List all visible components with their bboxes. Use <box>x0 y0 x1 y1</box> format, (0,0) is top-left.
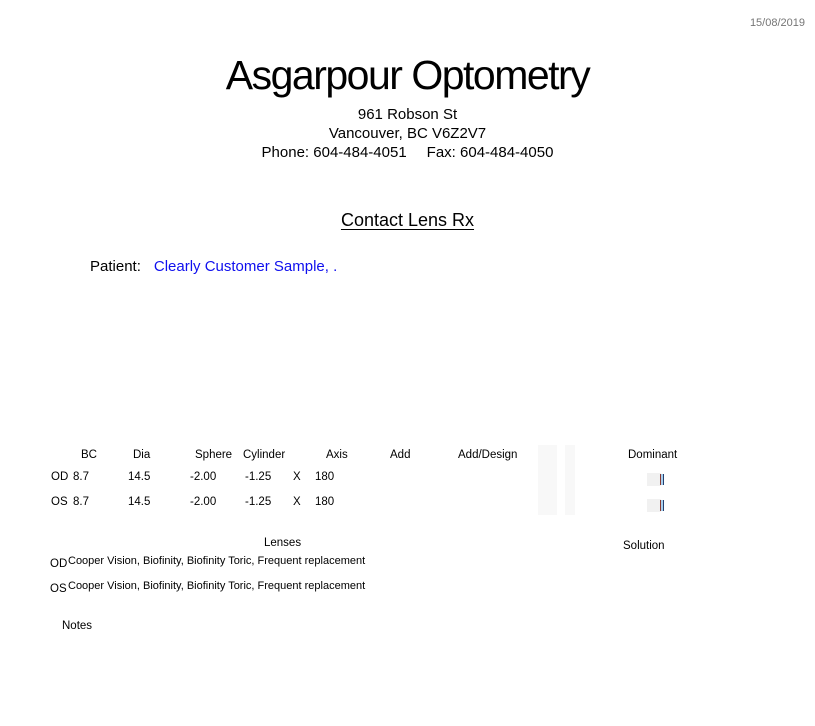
document-title: Contact Lens Rx <box>340 210 475 230</box>
print-date: 15/08/2019 <box>749 17 805 29</box>
clinic-name-title: Asgarpour Optometry <box>225 52 590 98</box>
clinic-fax: Fax: 604-484-4050 <box>426 144 554 161</box>
dominant-checkbox-os[interactable] <box>647 499 661 512</box>
notes-section-title: Notes <box>62 620 93 632</box>
header-cylinder: Cylinder <box>243 449 286 461</box>
header-dominant: Dominant <box>628 449 678 461</box>
cylinder-value: -1.25 <box>245 496 272 508</box>
bc-value: 8.7 <box>73 471 89 483</box>
patient-label: Patient: <box>90 258 141 275</box>
clinic-contact-row <box>0 144 815 161</box>
patient-name-link[interactable]: Clearly Customer Sample, . <box>153 258 338 275</box>
rx-table-row-os <box>0 496 815 510</box>
header-add-design: Add/Design <box>458 449 518 461</box>
dominant-clipped-control-icon <box>660 474 664 485</box>
eye-label: OS <box>51 496 68 508</box>
dominant-clipped-control-icon <box>660 500 664 511</box>
header-sphere: Sphere <box>195 449 233 461</box>
header-dia: Dia <box>133 449 151 461</box>
lens-eye-label-od: OD <box>50 558 68 570</box>
axis-value: 180 <box>315 471 335 483</box>
lens-description-os: Cooper Vision, Biofinity, Biofinity Toric, Frequent replacement <box>68 580 366 592</box>
patient-row <box>90 258 337 275</box>
rx-table-header-row <box>0 449 815 463</box>
cylinder-value: -1.25 <box>245 471 272 483</box>
dia-value: 14.5 <box>128 496 151 508</box>
solution-section-title: Solution <box>623 540 665 552</box>
sphere-value: -2.00 <box>190 496 217 508</box>
axis-x-marker: X <box>293 496 301 508</box>
header-bc: BC <box>81 449 97 461</box>
axis-x-marker: X <box>293 471 301 483</box>
dia-value: 14.5 <box>128 471 151 483</box>
clinic-address-street: 961 Robson St <box>357 106 458 123</box>
rx-table-row-od <box>0 471 815 485</box>
clinic-phone: Phone: 604-484-4051 <box>261 144 407 161</box>
eye-label: OD <box>51 471 69 483</box>
lens-description-od: Cooper Vision, Biofinity, Biofinity Toric, Frequent replacement <box>68 555 366 567</box>
header-axis: Axis <box>326 449 348 461</box>
bc-value: 8.7 <box>73 496 89 508</box>
sphere-value: -2.00 <box>190 471 217 483</box>
lenses-section-title: Lenses <box>264 537 302 549</box>
header-add: Add <box>390 449 411 461</box>
lens-eye-label-os: OS <box>50 583 67 595</box>
clinic-address-city: Vancouver, BC V6Z2V7 <box>328 125 487 142</box>
axis-value: 180 <box>315 496 335 508</box>
dominant-checkbox-od[interactable] <box>647 473 661 486</box>
